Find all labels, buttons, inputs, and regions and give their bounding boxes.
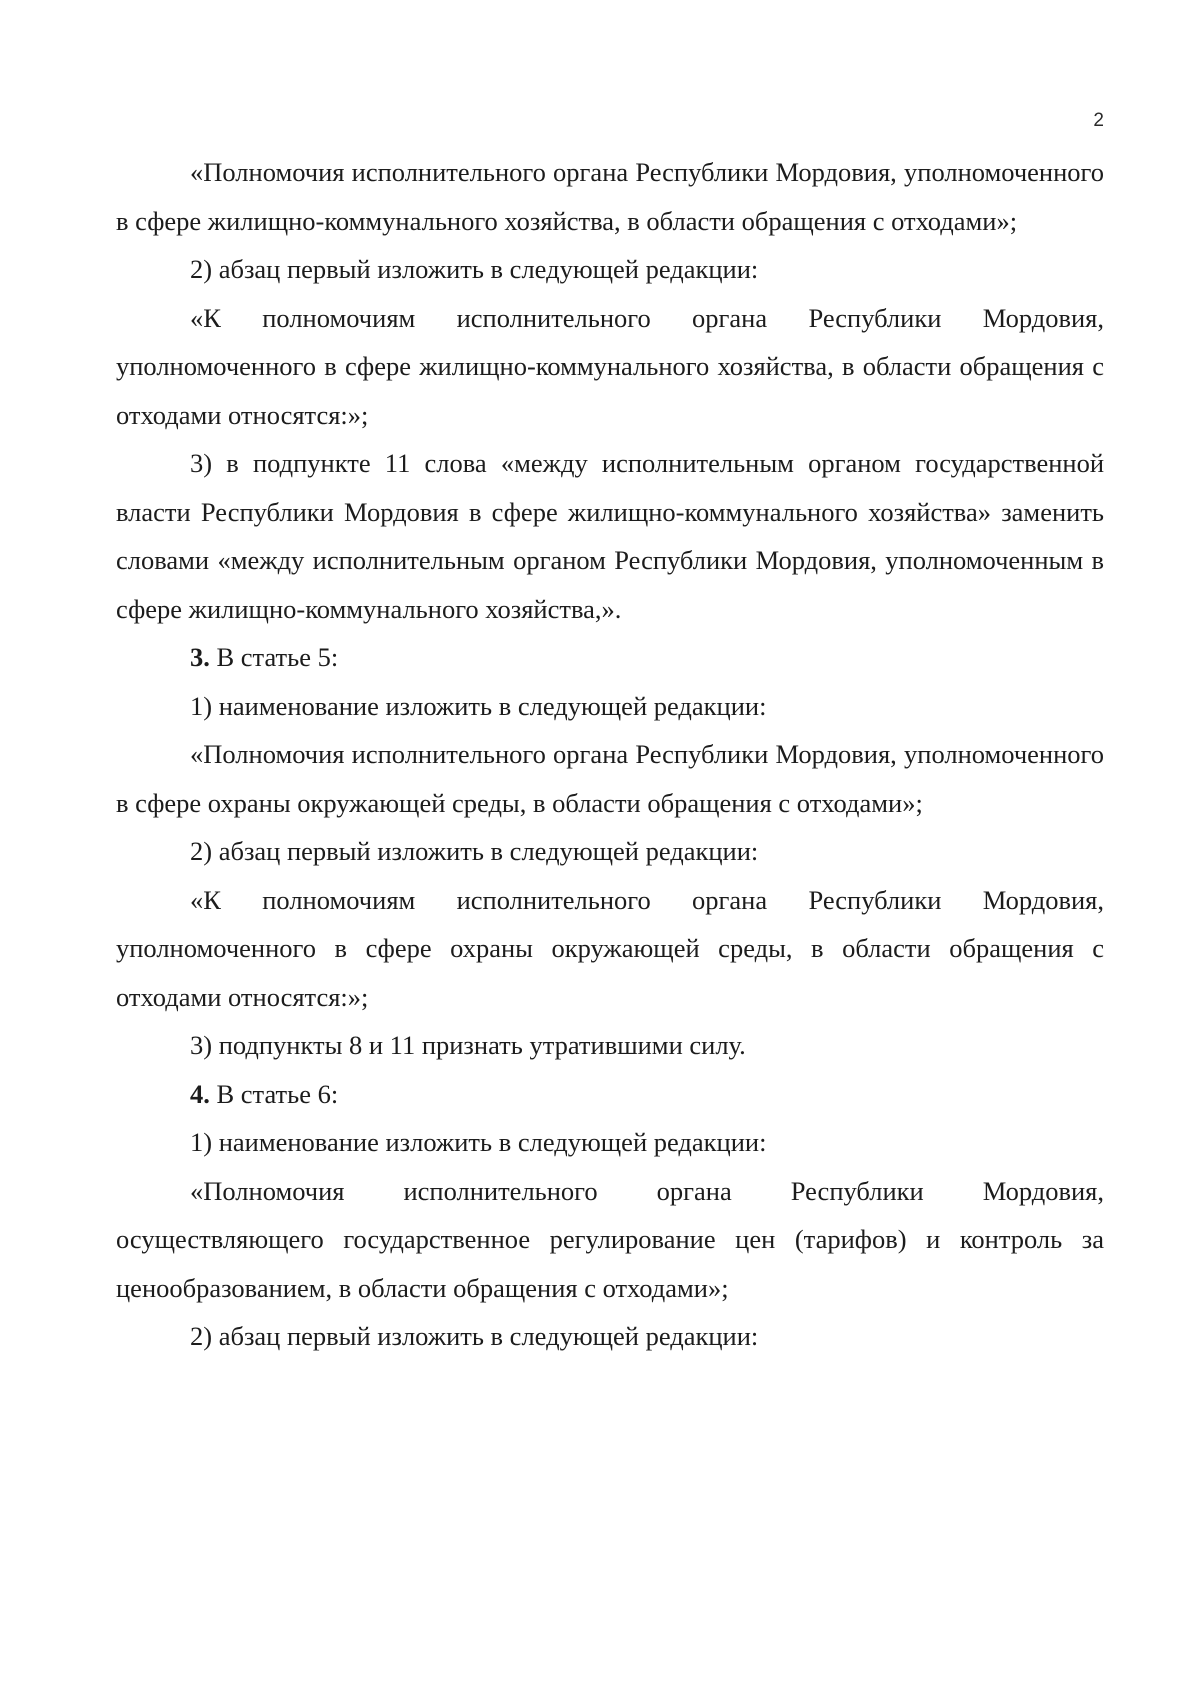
paragraph: 1) наименование изложить в следующей редакции: bbox=[190, 1127, 767, 1157]
paragraph: 3) в подпункте 11 слова «между исполнительным органом государственной власти Республики Мордовия в сфере жилищно-коммунального хозяйства» заменить словами «между исполнительным органом Республики Мордовия, уполномоченным в сфере жилищно-коммунального хозяйства,». bbox=[116, 448, 1104, 624]
paragraph: «Полномочия исполнительного органа Республики Мордовия, уполномоченного в сфере жилищно-коммунального хозяйства, в области обращения с отходами»; bbox=[116, 157, 1104, 236]
section-heading bbox=[116, 633, 1104, 682]
paragraph: 3) подпункты 8 и 11 признать утратившими силу. bbox=[190, 1030, 746, 1060]
paragraph: 1) наименование изложить в следующей редакции: bbox=[190, 690, 767, 721]
paragraph: «К полномочиям исполнительного органа Республики Мордовия, уполномоченного в сфере охраны окружающей среды, в области обращения с отходами относятся:»; bbox=[116, 884, 1104, 1012]
paragraph: «Полномочия исполнительного органа Республики Мордовия, уполномоченного в сфере охраны окружающей среды, в области обращения с отходами»; bbox=[116, 739, 1104, 818]
section-number: 3. bbox=[190, 642, 210, 672]
paragraph: 2) абзац первый изложить в следующей редакции: bbox=[190, 254, 759, 284]
section-heading bbox=[116, 1070, 1104, 1119]
paragraph: «Полномочия исполнительного органа Республики Мордовия, осуществляющего государственное регулирование цен (тарифов) и контроль за ценообразованием, в области обращения с отходами»; bbox=[116, 1175, 1104, 1303]
paragraph: 2) абзац первый изложить в следующей редакции: bbox=[190, 1321, 759, 1351]
section-heading-text: В статье 6: bbox=[209, 1078, 339, 1109]
section-heading-text: В статье 5: bbox=[209, 642, 339, 672]
section-number: 4. bbox=[190, 1078, 210, 1109]
document-body bbox=[116, 148, 1104, 1361]
page-number: 2 bbox=[1093, 110, 1104, 131]
paragraph: «К полномочиям исполнительного органа Республики Мордовия, уполномоченного в сфере жилищно-коммунального хозяйства, в области обращения с отходами относятся:»; bbox=[116, 302, 1104, 430]
paragraph: 2) абзац первый изложить в следующей редакции: bbox=[190, 836, 759, 866]
